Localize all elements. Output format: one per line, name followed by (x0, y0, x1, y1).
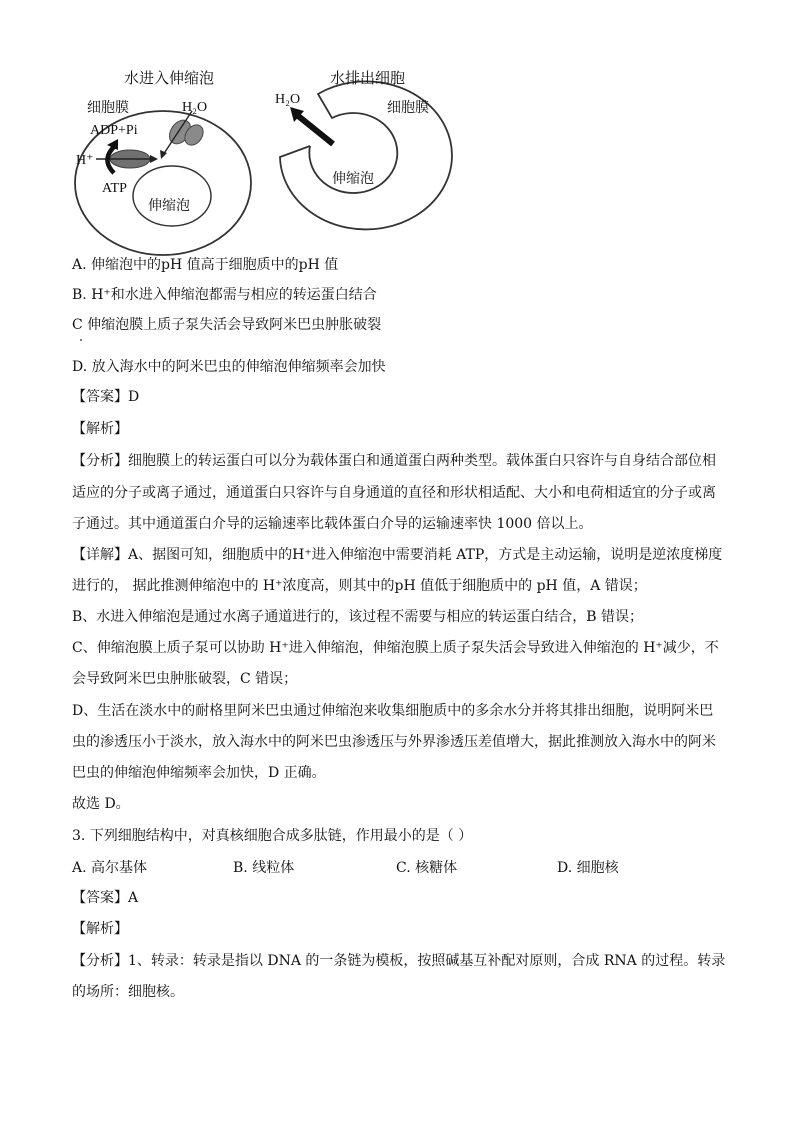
q3-answer: 【答案】A (72, 890, 139, 906)
label-water-in: 水进入伸缩泡 (124, 69, 215, 87)
q3-option-b: B. 线粒体 (233, 860, 295, 876)
q2-body-line-10: 虫的渗透压小于淡水，放入海水中的阿米巴虫渗透压与外界渗透压差值增大，据此推测放入海水中的阿米 (72, 734, 716, 750)
label-right-membrane: 细胞膜 (387, 100, 429, 116)
q2-body-line-2: 适应的分子或离子通过，通道蛋白只容许与自身通道的直径和形状相适配、大小和电荷相适宜的分子或离 (72, 485, 716, 501)
label-adp-pi: ADP+Pi (90, 123, 138, 138)
label-left-membrane: 细胞膜 (87, 100, 129, 116)
label-left-vacuole: 伸缩泡 (148, 198, 190, 214)
q2-option-d: D. 放入海水中的阿米巴虫的伸缩泡伸缩频率会加快 (72, 359, 386, 375)
label-atp: ATP (102, 181, 127, 196)
label-h-plus: H⁺ (76, 153, 94, 168)
label-h2o-left: H₂O (182, 100, 208, 115)
q3-analysis-title: 【解析】 (72, 921, 128, 937)
q2-option-b: B. H⁺和水进入伸缩泡都需与相应的转运蛋白结合 (72, 287, 377, 303)
q2-body-line-5: 进行的， 据此推测伸缩泡中的 H⁺浓度高，则其中的pH 值低于细胞质中的 pH 值，A 错误； (72, 578, 647, 594)
q2-body-line-9: D、生活在淡水中的耐格里阿米巴虫通过伸缩泡来收集细胞质中的多余水分并将其排出细胞，说明阿米巴 (72, 703, 714, 719)
label-h2o-right: H₂O (275, 92, 301, 107)
q3-option-a: A. 高尔基体 (72, 860, 148, 876)
q3-body-line-2: 的场所：细胞核。 (72, 984, 184, 1000)
cell-diagram-drawing (70, 66, 470, 256)
q2-body-line-12: 故选 D。 (72, 796, 130, 812)
q2-body-line-7: C、伸缩泡膜上质子泵可以协助 H⁺进入伸缩泡，伸缩泡膜上质子泵失活会导致进入伸缩泡的 H⁺减少，不 (72, 640, 719, 656)
cell-diagram-figure (70, 66, 470, 256)
q2-body-line-3: 子通过。其中通道蛋白介导的运输速率比载体蛋白介导的运输速率快 1000 倍以上。 (72, 516, 593, 532)
q3-option-c: C. 核糖体 (396, 860, 458, 876)
q2-answer: 【答案】D (72, 389, 140, 405)
q3-option-d: D. 细胞核 (557, 860, 619, 876)
label-right-vacuole: 伸缩泡 (332, 171, 374, 187)
q2-body-line-11: 巴虫的伸缩泡伸缩频率会加快，D 正确。 (72, 765, 326, 781)
stray-dot (80, 339, 82, 341)
q3-body-line-1: 【分析】1、转录：转录是指以 DNA 的一条链为模板，按照碱基互补配对原则，合成 RNA 的过程。转录 (72, 953, 726, 969)
q2-body-line-8: 会导致阿米巴虫肿胀破裂，C 错误； (72, 671, 298, 687)
q2-option-a: A. 伸缩泡中的pH 值高于细胞质中的pH 值 (72, 257, 339, 273)
q2-analysis-title: 【解析】 (72, 421, 128, 437)
q3-stem: 3. 下列细胞结构中，对真核细胞合成多肽链，作用最小的是（ ） (72, 828, 473, 844)
q2-body-line-1: 【分析】细胞膜上的转运蛋白可以分为载体蛋白和通道蛋白两种类型。载体蛋白只容许与自身结合部位相 (72, 453, 716, 469)
left-contractile-vacuole (133, 166, 211, 226)
q2-option-c: C 伸缩泡膜上质子泵失活会导致阿米巴虫肿胀破裂 (72, 317, 382, 333)
label-water-out: 水排出细胞 (330, 69, 406, 87)
q2-body-line-4: 【详解】A、据图可知，细胞质中的H⁺进入伸缩泡中需要消耗 ATP，方式是主动运输，说明是逆浓度梯度 (72, 547, 723, 563)
q2-body-line-6: B、水进入伸缩泡是通过水离子通道进行的，该过程不需要与相应的转运蛋白结合，B 错误； (72, 609, 644, 625)
